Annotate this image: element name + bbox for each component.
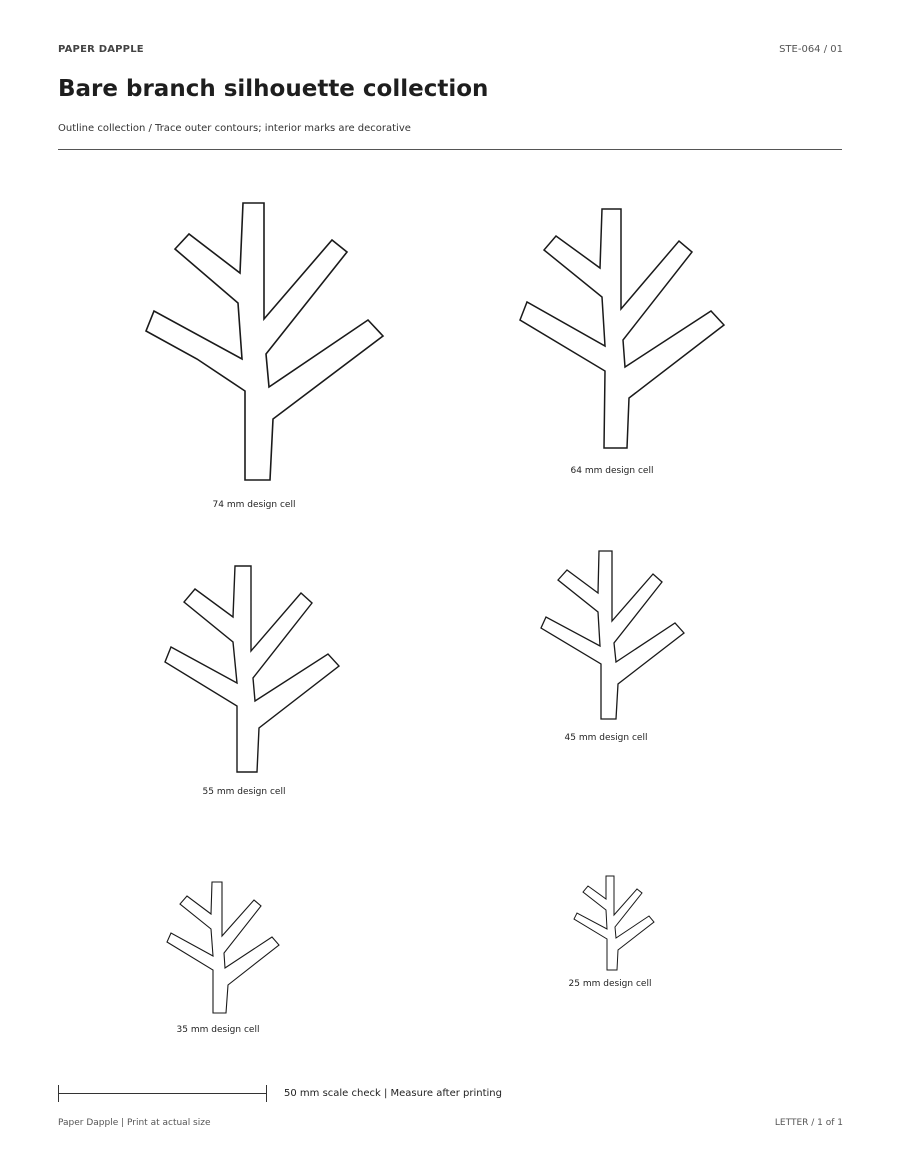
scale-bar-line xyxy=(58,1093,267,1094)
branch-silhouette-64mm xyxy=(520,209,724,448)
footer-page-info: LETTER / 1 of 1 xyxy=(774,1118,843,1128)
design-caption-25mm: 25 mm design cell xyxy=(568,979,652,989)
document-id: STE-064 / 01 xyxy=(779,44,843,55)
scale-bar-right-tick xyxy=(266,1085,267,1102)
footer-note: Paper Dapple | Print at actual size xyxy=(58,1118,211,1128)
branch-silhouette-74mm xyxy=(146,203,383,480)
branch-silhouette-45mm xyxy=(541,551,684,719)
scale-bar xyxy=(58,1085,267,1102)
brand-name: PAPER DAPPLE xyxy=(58,44,144,55)
design-caption-45mm: 45 mm design cell xyxy=(564,733,648,743)
design-caption-55mm: 55 mm design cell xyxy=(202,787,286,797)
branch-silhouette-55mm xyxy=(165,566,339,772)
design-caption-64mm: 64 mm design cell xyxy=(570,466,654,476)
design-caption-35mm: 35 mm design cell xyxy=(176,1025,260,1035)
page-title: Bare branch silhouette collection xyxy=(58,76,489,102)
branch-silhouette-35mm xyxy=(167,882,279,1013)
branch-silhouette-25mm xyxy=(574,876,654,970)
design-caption-74mm: 74 mm design cell xyxy=(212,500,296,510)
scale-check-label: 50 mm scale check | Measure after printing xyxy=(284,1088,502,1099)
page-subtitle: Outline collection / Trace outer contours; interior marks are decorative xyxy=(58,123,411,134)
